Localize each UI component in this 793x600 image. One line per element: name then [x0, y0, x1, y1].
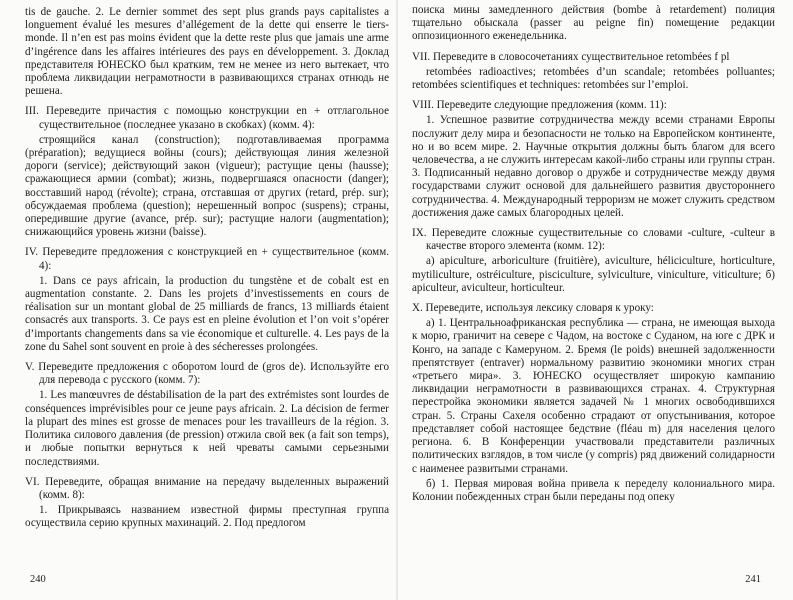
exercise-6-body: 1. Прикрываясь названием известной фирмы преступная группа осуществила серию крупных махинаций. 2. Под предлогом: [25, 504, 389, 530]
page-number-right: 241: [745, 573, 761, 585]
exercise-8-body: 1. Успешное развитие сотрудничества между всеми странами Европы послужит делу мира и безопасности не только на Европейском континенте, но и во всем мире. 2. Научные открытия должны быть благом для всего человечества, а не служить интересам какой-либо страны или группы стран. 3. Подписанный недавно договор о дружбе и сотрудничестве между двумя государствами служит основой для дальнейшего развития двустороннего сотрудничества. 4. Международный терроризм не может служить средством достижения даже самых благородных целей.: [412, 114, 775, 219]
exercise-9-heading: IX. Переведите сложные существительные со словами -culture, -culteur в качестве второго элемента (комм. 12):: [412, 227, 775, 253]
exercise-5-heading: V. Переведите предложения с оборотом lourd de (gros de). Используйте его для перевода с русского (комм. 7):: [25, 361, 389, 387]
page-number-left: 240: [30, 573, 46, 585]
right-paragraph-continuation: поиска мины замедленного действия (bombe à retardement) полиция тщательно обыскала (passer au peigne fin) помещение редакции оппозиционного еженедельника.: [412, 4, 775, 43]
left-paragraph-continuation: tis de gauche. 2. Le dernier sommet des sept plus grands pays capitalistes a longuement évalué les mesures d’allégement de la dette qui enserre le tiers-monde. Il n’en est pas moins évident que la dette reste plus que jamais une arme d’ingérence dans les affaires intérieures des pays en développement. 3. Доклад представителя ЮНЕСКО был кратким, тем не менее из него вытекает, что проблема ликвидации неграмотности в развивающихся странах отнюдь не решена.: [25, 6, 389, 98]
exercise-3-body: строящийся канал (construction); подготавливаемая программа (préparation); ведущиеся войны (cours); действующая линия железной дороги (service); действующий закон (vigueur); растущие цены (hausse); сражающиеся армии (combat); жизнь, подвергшаяся опасности (danger); восставший народ (révolte); страна, отставшая от других (retard, prép. sur); обсуждаемая проблема (question); нерешенный вопрос (suspens); страны, опередившие другие (avance, prép. sur); растущие налоги (augmentation); снижающийся уровень жизни (baisse).: [25, 133, 389, 239]
exercise-5-body: 1. Les manœuvres de déstabilisation de la part des extrémistes sont lourdes de conséquences imprévisibles pour ce jeune pays africain. 2. La décision de fermer la plupart des mines est grosse de menaces pour les travailleurs de la région. 3. Политика силового давления (de pression) отжила свой век (a fait son temps), и любые попытки вернуться к ней чреваты самыми серьезными последствиями.: [25, 389, 389, 468]
exercise-7-heading: VII. Переведите в словосочетаниях существительное retombées f pl: [412, 50, 730, 63]
exercise-10-heading: X. Переведите, используя лексику словаря к уроку:: [412, 302, 654, 315]
right-page: [398, 0, 793, 600]
exercise-8-heading: VIII. Переведите следующие предложения (комм. 11):: [412, 99, 667, 112]
exercise-4-body: 1. Dans ce pays africain, la production du tungstène et de cobalt est en augmentation constante. 2. Dans les projets d’investissements en cours de réalisation sur un montant global de 25 milliards de francs, 13 milliards étaient consacrés aux transports. 3. Ce pays est en pleine évolution et l’on voit s’opérer d’importants changements dans sa vie économique et culturelle. 4. Les pays de la zone du Sahel sont souvent en proie à des sécheresses prolongées.: [25, 274, 389, 353]
exercise-4-heading: IV. Переведите предложения с конструкцией en + существительное (комм. 4):: [25, 246, 389, 272]
exercise-6-heading: VI. Переведите, обращая внимание на передачу выделенных выражений (комм. 8):: [25, 475, 389, 501]
exercise-10-part-a: а) 1. Центральноафриканская республика — страна, не имеющая выхода к морю, граничит на севере с Чадом, на востоке с Суданом, на юге с ДРК и Конго, на западе с Камеруном. 2. Бремя (le poids) внешней задолженности препятствует (entraver) нормальному развитию экономики многих стран «третьего мира». 3. ЮНЕСКО осуществляет широкую кампанию ликвидации неграмотности в развивающихся странах. 4. Структурная перестройка экономики является задачей № 1 многих освободившихся стран. 5. Страны Сахеля особенно страдают от опустынивания, которое представляет собой настоящее бедствие (fléau m) для населения целого региона. 6. В Конференции участвовали представители различных политических взглядов, в том числе (y compris) ряд движений солидарности с наименее развитыми странами.: [412, 317, 775, 475]
exercise-3-heading: III. Переведите причастия с помощью конструкции en + отглагольное существительное (последнее указано в скобках) (комм. 4):: [25, 105, 389, 131]
exercise-7-body: retombées radioactives; retombées d’un scandale; retombées polluantes; retombées scientifiques et techniques: retombées sur l’emploi.: [412, 65, 775, 92]
exercise-9-body: а) apiculture, arboriculture (fruitière), aviculture, héliciculture, horticulture, mytiliculture, ostréiculture, pisciculture, sylviculture, viniculture, viticulture; б) apiculteur, aviculteur, horticulteur.: [412, 255, 775, 294]
exercise-10-part-b: б) 1. Первая мировая война привела к переделу колониального мира. Колонии побежденных стран были переданы под опеку: [412, 477, 775, 503]
